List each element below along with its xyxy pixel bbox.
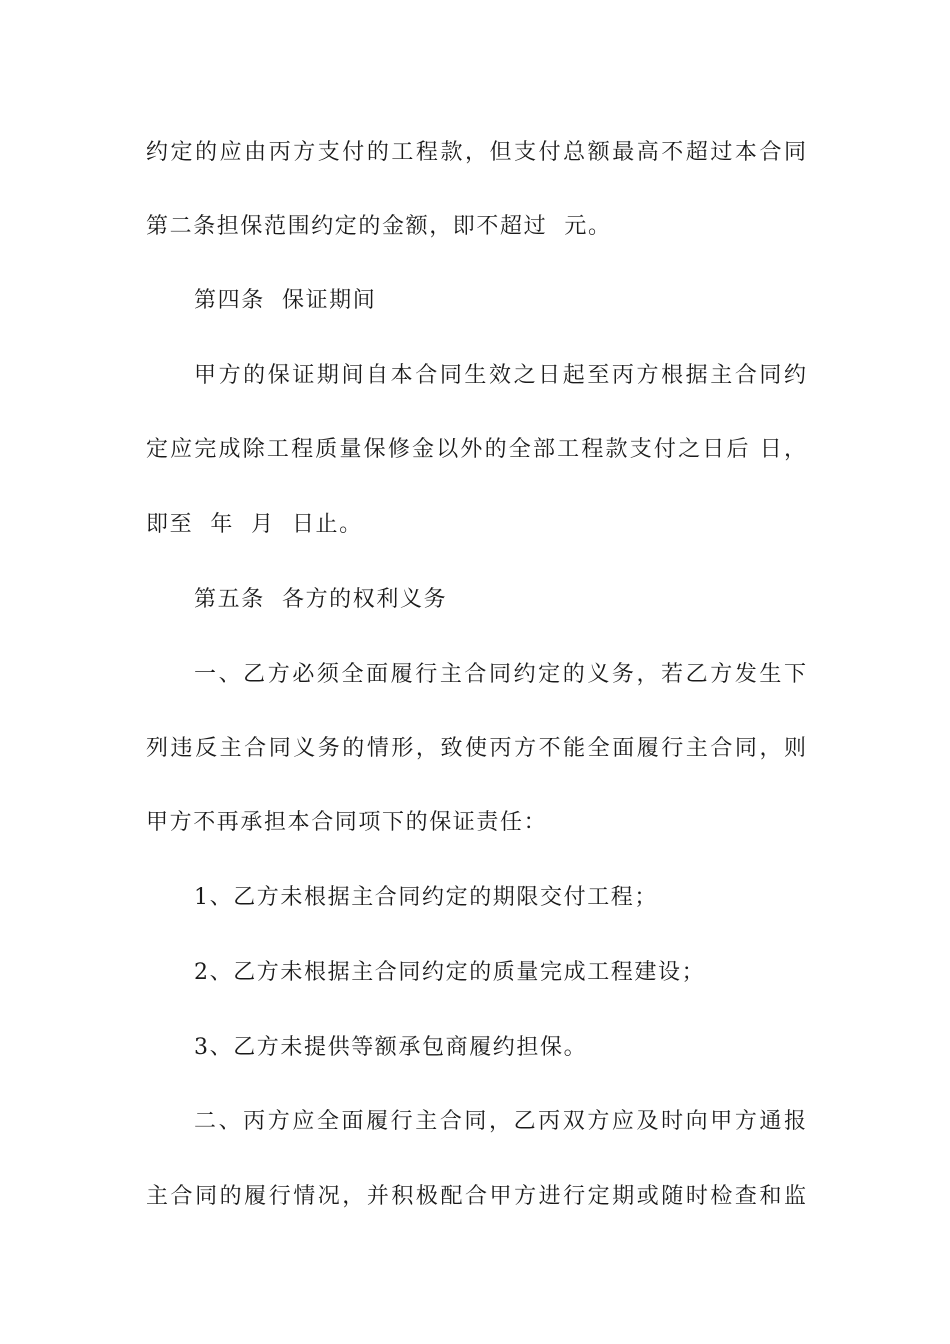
text-line: 甲方不再承担本合同项下的保证责任：: [146, 810, 548, 835]
text-line: 二、丙方应全面履行主合同，乙丙双方应及时向甲方通报: [194, 1109, 806, 1134]
list-item: 3、乙方未提供等额承包商履约担保。: [194, 1035, 588, 1060]
section-heading: 第五条 各方的权利义务: [194, 587, 448, 612]
text-line: 列违反主合同义务的情形，致使丙方不能全面履行主合同，则: [146, 736, 806, 761]
text-line: 一、乙方必须全面履行主合同约定的义务，若乙方发生下: [194, 662, 806, 687]
text-line: 定应完成除工程质量保修金以外的全部工程款支付之日后 日，: [146, 437, 806, 462]
section-heading: 第四条 保证期间: [194, 288, 377, 313]
list-item: 2、乙方未根据主合同约定的质量完成工程建设；: [194, 960, 706, 985]
text-line: 主合同的履行情况，并积极配合甲方进行定期或随时检查和监: [146, 1184, 806, 1209]
text-line: 即至 年 月 日止。: [146, 512, 363, 537]
text-line: 第二条担保范围约定的金额，即不超过 元。: [146, 214, 612, 239]
text-line: 约定的应由丙方支付的工程款，但支付总额最高不超过本合同: [146, 140, 806, 165]
text-line: 甲方的保证期间自本合同生效之日起至丙方根据主合同约: [194, 363, 806, 388]
list-item: 1、乙方未根据主合同约定的期限交付工程；: [194, 885, 658, 910]
